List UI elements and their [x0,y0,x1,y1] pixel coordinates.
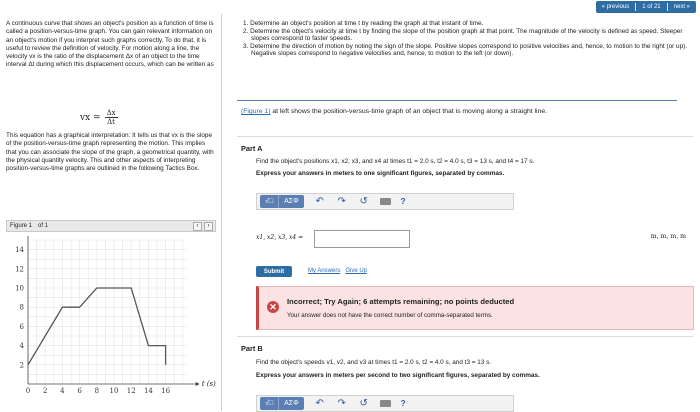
feedback-box [256,286,694,330]
formula-lhs: vx = [80,112,101,123]
greek-symbols-button[interactable]: ΑΣΦ [278,397,304,410]
formula-fraction [105,109,118,126]
help-icon[interactable]: ? [400,197,406,206]
redo-icon[interactable]: ↷ [337,398,346,409]
reset-icon[interactable]: ↺ [359,196,368,207]
formula-denominator: Δt [107,118,115,126]
keyboard-icon[interactable] [380,198,391,205]
tactic-item: 3. Determine the direction of motion by noting the sign of the slope. Positive slopes correspond to positive velocities and, hence, to motion to the right (or up). Negative slopes correspond to negative velocities and, hence, to motion to the left (or down). [243,42,688,58]
divider [237,136,693,137]
keyboard-icon[interactable] [380,400,391,407]
undo-icon[interactable]: ↶ [315,196,324,207]
section-divider [237,100,677,101]
y-tick-label: 12 [15,265,24,274]
figure-label: Figure 1 [10,223,33,229]
give-up-link[interactable]: Give Up [345,268,368,274]
figure-next-button[interactable]: › [204,222,213,231]
divider [237,336,693,337]
tactic-item: 1. Determine an object's position at time t by reading the graph at that instant of time. [243,20,484,27]
part-a-answer-row [256,230,686,244]
sqrt-template-button[interactable]: √□ [265,198,274,205]
math-toolbar [256,193,514,210]
y-tick-label: 4 [19,342,24,351]
x-tick-label: 16 [161,387,171,395]
x-tick-label: 8 [94,387,100,395]
page-position: 1 of 21 [642,4,661,10]
figure-bar [6,220,216,232]
x-axis-title: t (s) [201,380,216,388]
answer-input[interactable] [314,230,410,248]
sqrt-template-button[interactable]: √□ [265,400,274,407]
figure-link[interactable]: (Figure 1) [241,108,271,115]
part-b-question: Find the object's speeds v1, v2, and v3 at times t1 = 2.0 s, t2 = 4.0 s, and t3 = 13 s. [256,359,492,366]
undo-icon[interactable]: ↶ [315,398,324,409]
redo-icon[interactable]: ↷ [337,196,346,207]
x-tick-label: 0 [25,387,31,395]
greek-symbols-button[interactable]: ΑΣΦ [278,195,304,208]
part-a-instruction: Express your answers in meters to one significant figures, separated by commas. [256,170,505,177]
figure-reference-text: at left shows the position-versus-time graph of an object that is moving along a straight line. [270,108,548,115]
previous-link[interactable]: « previous [601,4,630,10]
tactic-item: 2. Determine the object's velocity at time t by finding the slope of the position graph at that point. The magnitude of the velocity is defined as speed. Steeper slopes correspond to faster speeds. [243,27,683,43]
part-b-instruction: Express your answers in meters per second to two significant figures, separated by commas. [256,372,540,379]
x-tick-label: 6 [77,387,82,395]
intro-text: A continuous curve that shows an object's position as a function of time is called a position-versus-time graph. You can gain relevant information on an object's motion if you interpret such graphs correctly. To do that, it is useful to review the definition of velocity. For motion along a line, the velocity vx is the ratio of the displacement Δx of an object to the time interval Δt during which this displacement occurs, which can be written as [6,20,214,69]
help-icon[interactable]: ? [400,399,406,408]
tactics-box [243,20,698,58]
x-tick-label: 10 [109,387,119,395]
reset-icon[interactable]: ↺ [359,398,368,409]
feedback-text: Your answer does not have the correct number of comma-separated terms. [287,312,493,319]
part-a-title: Part A [241,144,263,153]
y-tick-label: 10 [15,284,24,293]
right-panel [223,14,700,411]
x-tick-label: 4 [60,387,65,395]
y-tick-label: 14 [15,246,24,255]
figure-prev-button[interactable]: ‹ [193,222,202,231]
template-buttons [260,195,304,208]
error-icon: ✕ [267,301,279,313]
figure-nav [193,222,215,231]
pager [596,1,696,13]
part-b-title: Part B [241,344,263,353]
velocity-formula [80,109,118,126]
answer-label: x1, x2, x3, x4 = [256,234,304,241]
figure-reference [241,108,547,115]
part-a-question: Find the object's positions x1, x2, x3, and x4 at times t1 = 2.0 s, t2 = 4.0 s, t3 = 13 s, and t4 = 17 s. [256,158,535,165]
next-link[interactable]: next » [673,4,690,10]
left-panel [0,14,222,411]
figure-selector[interactable]: of 1 [38,223,49,229]
y-tick-label: 8 [19,303,24,312]
x-axis-arrow [196,382,200,386]
interpretation-text: This equation has a graphical interpretation: It tells us that vx is the slope of the position-versus-time graph representing the motion. This implies that you can associate the slope of the graph, a geometrical quantity, with the physical quantity velocity. This and other aspects of interpreting position-versus-time graphs are outlined in the following Tactics Box. [6,132,214,173]
position-time-graph [6,236,216,401]
y-tick-label: 6 [19,322,24,331]
template-buttons [260,397,304,410]
math-toolbar-part-b [256,395,514,412]
my-answers-link[interactable]: My Answers [308,268,341,274]
answer-units: m, m, m, m [650,233,686,240]
x-tick-label: 12 [126,387,136,395]
y-tick-label: 2 [19,361,24,370]
formula-numerator: Δx [106,109,116,117]
x-tick-label: 2 [42,387,48,395]
answer-links [308,268,367,274]
top-bar [0,0,700,14]
x-tick-label: 14 [143,387,153,395]
submit-button[interactable]: Submit [256,266,292,277]
feedback-title: Incorrect; Try Again; 6 attempts remaining; no points deducted [287,297,515,306]
